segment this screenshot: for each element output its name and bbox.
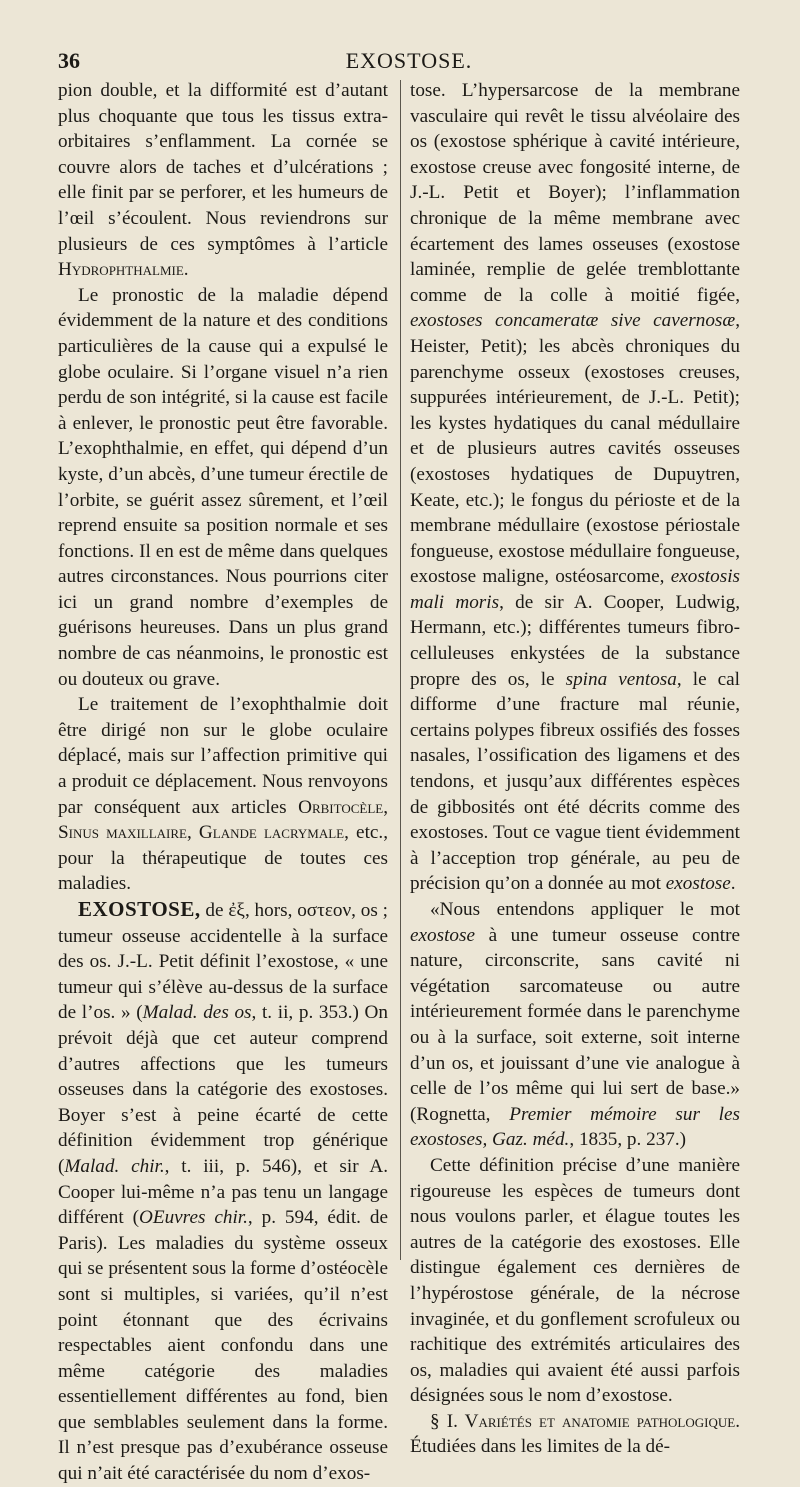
emphasis: exostose xyxy=(410,924,476,946)
citation: Premier mémoire sur les exostoses, Gaz. méd. xyxy=(410,1103,740,1151)
paragraph: Le pronostic de la maladie dépend évidemment de la nature et des conditions particulières de la cause qui a expulsé le globe oculaire. Si l’organe visuel n’a rien perdu de son intégrité, si la cause est facile à enlever, le pronostic peut être favorable. L’exophthalmie, en effet, qui dépend d’un kyste, d’un abcès, d’une tumeur érectile de l’orbite, se guérit assez sûrement, et l’œil reprend ensuite sa position normale et ses fonctions. Il en est de même dans quelques autres circonstances. Nous pourrions citer ici un grand nombre d’exemples de guérisons heureuses. Dans un plus grand nombre de cas néanmoins, le pronostic est ou douteux ou grave. xyxy=(58,284,388,690)
cross-reference: Glande lacrymale, xyxy=(198,822,349,844)
column-rule xyxy=(400,80,401,1260)
entry-paragraph: EXOSTOSE, de ἐξ, hors, οστεον, os ; tumeur osseuse accidentelle à la surface des os. J.-L. Petit définit l’exostose, « une tumeur qui s’élève au-dessus de la surface de l’os. » (Malad. des os, t. ii, p. 353.) On prévoit déjà que cet auteur comprend d’autres affections que les tumeurs osseuses dans la catégorie des exostoses. Boyer s’est à peine écarté de cette définition évidemment trop générique (Malad. chir., t. iii, p. 546), et sir A. Cooper lui-même n’a pas tenu un langage différent (OEuvres chir., p. 594, édit. de Paris). Les maladies du système osseux qui se présentent sous la forme d’ostéocèle sont si multiples, si variées, qu’il n’est point étonnant que des écrivains respectables aient confondu dans une même catégorie des maladies essentiellement différentes au fond, bien que semblables seulement dans la forme. Il n’est presque pas d’exubérance osseuse qui n’ait été caractérisée du nom d’exos- xyxy=(58,897,389,1485)
latin-term: spina ventosa xyxy=(565,668,677,690)
citation: Malad. des os xyxy=(142,1002,252,1024)
paragraph: tose. L’hypersarcose de la membrane vasculaire qui revêt le tissu alvéolaire des os (exostose sphérique à cavité intérieure, exostose creuse avec fongosité interne, de J.-L. Petit et Boyer); l’inflammation chronique de la même membrane avec écartement des lames osseuses (exostose laminée, remplie de gelée tremblottante comme de la colle à moitié figée, exostoses concameratæ sive cavernosæ, Heister, Petit); les abcès chroniques du parenchyme osseux (exostoses creuses, suppurées intérieurement, de J.-L. Petit); les kystes hydatiques du canal médullaire et de plusieurs autres cavités osseuses (exostoses hydatiques de Dupuytren, Keate, etc.); le fongus du périoste et de la membrane médullaire (exostose périostale fongueuse, exostose médullaire fongueuse, exostose maligne, ostéosarcome, exostosis mali moris, de sir A. Cooper, Ludwig, Hermann, etc.); différentes tumeurs fibro-celluleuses enkystées de la substance propre des os, le spina ventosa, le cal difforme d’une fracture mal réunie, certains polypes fibreux ossifiés des fosses nasales, l’ossification des ligamens et des tendons, et jusqu’aux différentes espèces de gibbosités ont été décrits comme des exostoses. Tout ce vague tient évidemment à l’acception trop générale, au peu de précision qu’on a donnée au mot exostose. xyxy=(410,80,741,895)
citation: OEuvres chir. xyxy=(139,1207,248,1229)
running-title: EXOSTOSE. xyxy=(345,48,473,73)
section-heading: § I. Variétés et anatomie pathologique. xyxy=(430,1410,740,1432)
paragraph: Cette définition précise d’une manière rigoureuse les espèces de tumeurs dont nous voulons parler, et élague toutes les autres de la catégorie des exostoses. Elle distingue également ces dernières de l’hypérostose générale, de la nécrose invaginée, et du gonflement scrofuleux ou rachitique des extrémités articulaires des os, maladies qui avaient été aussi parfois désignées sous le nom d’exostose. xyxy=(410,1154,740,1407)
cross-reference: Hydrophthalmie. xyxy=(58,259,189,281)
emphasis: exostose xyxy=(665,873,731,895)
latin-term: exostosis mali moris xyxy=(410,566,740,613)
left-column xyxy=(58,78,388,1487)
latin-term: exostoses concameratæ sive cavernosæ xyxy=(410,310,736,332)
entry-headword: EXOSTOSE, xyxy=(78,897,201,921)
quote-paragraph: «Nous entendons appliquer le mot exostose à une tumeur osseuse contre nature, circonscrite, sans cavité ni végétation sarcomateuse ou autre intérieurement formée dans le parenchyme ou à la surface, soit externe, soit interne d’un os, et jouissant d’une vie analogue à celle de l’os même qui lui sert de base.» (Rognetta, Premier mémoire sur les exostoses, Gaz. méd., 1835, p. 237.) xyxy=(410,899,740,1151)
citation: Malad. chir. xyxy=(64,1155,165,1177)
cross-reference: Orbitocèle, xyxy=(298,796,389,818)
page-number: 36 xyxy=(58,48,80,73)
right-column xyxy=(410,78,740,1460)
paragraph: pion double, et la difformité est d’autant plus choquante que tous les tissus extra-orbitaires s’enflamment. La cornée se couvre alors de taches et d’ulcérations ; elle finit par se perforer, et les humeurs de l’œil s’écoulent. Nous reviendrons sur plusieurs de ces symptômes à l’article Hydrophthalmie. xyxy=(58,80,388,281)
page-header xyxy=(58,48,760,78)
cross-reference: Sinus maxillaire, xyxy=(58,822,192,844)
paragraph: Le traitement de l’exophthalmie doit être dirigé non sur le globe oculaire déplacé, mais sur l’affection primitive qui a produit ce déplacement. Nous renvoyons par conséquent aux articles Orbitocèle, Sinus maxillaire, Glande lacrymale, etc., pour la thérapeutique de toutes ces maladies. xyxy=(58,694,389,895)
section-paragraph: § I. Variétés et anatomie pathologique. Étudiées dans les limites de la dé- xyxy=(410,1410,740,1458)
